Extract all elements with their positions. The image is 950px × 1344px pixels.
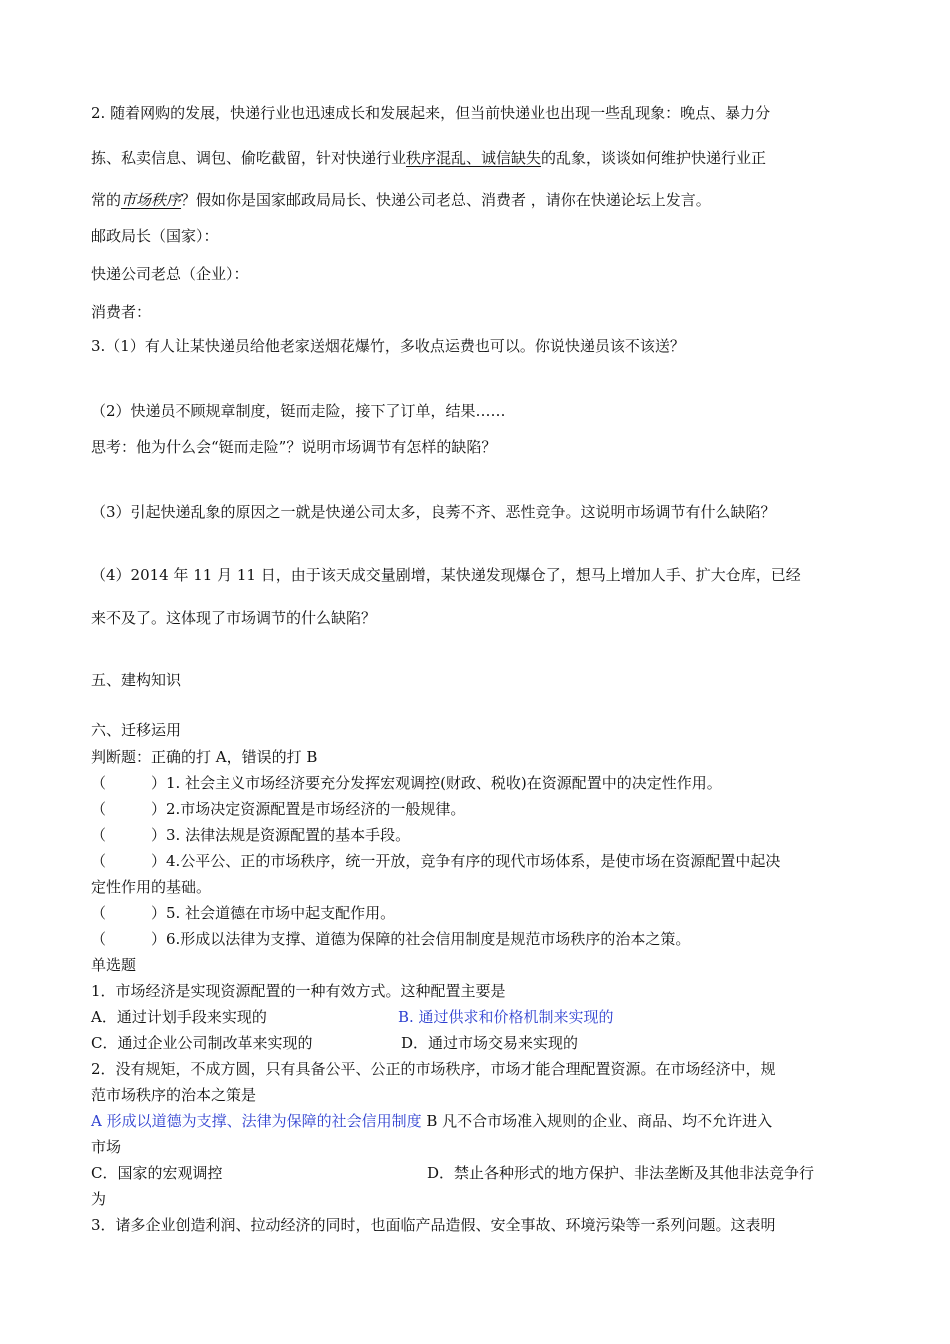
mc-q3: 3．诸多企业创造利润、拉动经济的同时，也面临产品造假、安全事故、环境污染等一系列问题。这表明 — [91, 1216, 776, 1234]
mc-q1-option-d: D．通过市场交易来实现的 — [401, 1034, 579, 1052]
q2-underlined-phrase: 秩序混乱、诚信缺失 — [406, 149, 542, 167]
tf-item-4-line-2: 定性作用的基础。 — [91, 878, 212, 896]
mc-q2-option-d-cont: 为 — [91, 1190, 107, 1208]
q3-part-3: （3）引起快递乱象的原因之一就是快递公司太多，良莠不齐、恶性竞争。这说明市场调节有什么缺陷？ — [91, 503, 776, 521]
role-courier-boss: 快递公司老总（企业）： — [91, 265, 249, 283]
mc-q2-option-b: B 凡不合市场准入规则的企业、商品、均不允许进入 — [426, 1112, 773, 1130]
mc-q2-options-ab — [91, 1111, 772, 1131]
mc-q2-line-1: 2．没有规矩，不成方圆，只有具备公平、公正的市场秩序，市场才能合理配置资源。在市场经济中，规 — [91, 1060, 776, 1078]
q3-part-4-line-1: （4）2014 年 11 月 11 日，由于该天成交量剧增，某快递发现爆仓了，想马上增加人手、扩大仓库，已经 — [91, 566, 801, 584]
q3-part-1: 3.（1）有人让某快递员给他老家送烟花爆竹，多收点运费也可以。你说快递员该不该送？ — [91, 337, 685, 355]
mc-q2-line-2: 范市场秩序的治本之策是 — [91, 1086, 257, 1104]
q2-line-3 — [91, 190, 711, 210]
q3-part-2-think: 思考：他为什么会“铤而走险”？说明市场调节有怎样的缺陷？ — [91, 438, 497, 456]
q2-line-3-a: 常的 — [91, 191, 122, 209]
mc-heading: 单选题 — [91, 956, 137, 974]
mc-q1-option-c: C．通过企业公司制改革来实现的 — [91, 1034, 313, 1052]
role-consumer: 消费者： — [91, 303, 152, 321]
q3-part-2: （2）快递员不顾规章制度，铤而走险，接下了订单，结果…… — [91, 402, 506, 420]
tf-item-4-line-1: （ ）4.公平公、正的市场秩序，统一开放，竞争有序的现代市场体系，是使市场在资源配置中起决 — [91, 852, 781, 870]
tf-item-5: （ ）5. 社会道德在市场中起支配作用。 — [91, 904, 396, 922]
mc-q2-option-a: A 形成以道德为支撑、法律为保障的社会信用制度 — [91, 1112, 422, 1130]
section-5-heading: 五、建构知识 — [91, 671, 182, 689]
tf-heading: 判断题：正确的打 A，错误的打 B — [91, 748, 318, 766]
mc-q1-option-a: A．通过计划手段来实现的 — [91, 1008, 267, 1026]
section-6-heading: 六、迁移运用 — [91, 721, 182, 739]
mc-q2-option-c: C．国家的宏观调控 — [91, 1164, 223, 1182]
tf-item-3: （ ）3. 法律法规是资源配置的基本手段。 — [91, 826, 411, 844]
q2-market-order-term: 市场秩序 — [121, 191, 182, 209]
tf-item-6: （ ）6.形成以法律为支撑、道德为保障的社会信用制度是规范市场秩序的治本之策。 — [91, 930, 691, 948]
q2-line-2-b: 的乱象，谈谈如何维护快递行业正 — [541, 149, 767, 167]
q2-line-2-a: 拣、私卖信息、调包、偷吃截留，针对快递行业 — [91, 149, 407, 167]
tf-item-1: （ ）1. 社会主义市场经济要充分发挥宏观调控(财政、税收)在资源配置中的决定性作用。 — [91, 774, 722, 792]
mc-q1: 1．市场经济是实现资源配置的一种有效方式。这种配置主要是 — [91, 982, 506, 1000]
q3-part-4-line-2: 来不及了。这体现了市场调节的什么缺陷？ — [91, 609, 377, 627]
mc-q2-option-d: D．禁止各种形式的地方保护、非法垄断及其他非法竞争行 — [427, 1164, 815, 1182]
mc-q1-option-b: B. 通过供求和价格机制来实现的 — [398, 1008, 614, 1026]
q2-line-3-b: ？假如你是国家邮政局局长、快递公司老总、消费者 ，请你在快递论坛上发言。 — [181, 191, 711, 209]
q2-line-2 — [91, 148, 766, 168]
tf-item-2: （ ）2.市场决定资源配置是市场经济的一般规律。 — [91, 800, 466, 818]
mc-q2-option-b-cont: 市场 — [91, 1138, 122, 1156]
q2-line-1: 2. 随着网购的发展，快递行业也迅速成长和发展起来，但当前快递业也出现一些乱现象：晚点、暴力分 — [91, 104, 771, 122]
role-postmaster: 邮政局长（国家）： — [91, 227, 219, 245]
